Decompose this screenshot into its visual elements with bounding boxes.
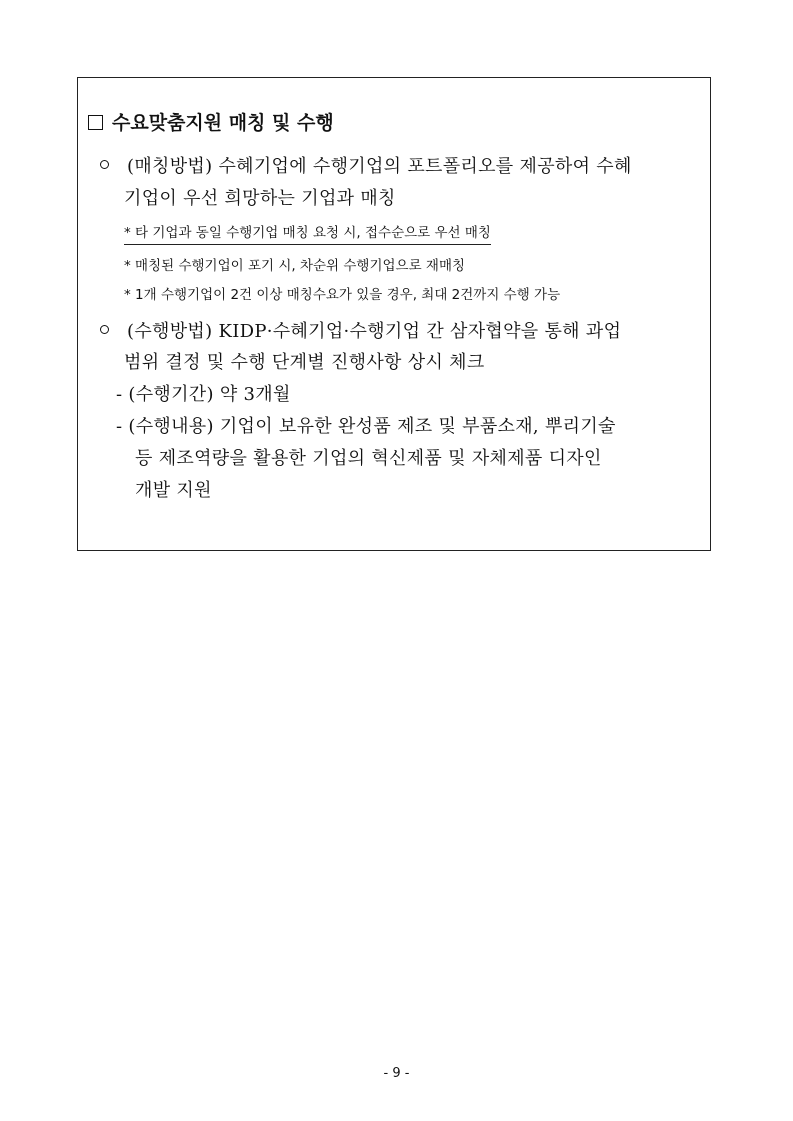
circle-bullet-icon — [100, 160, 109, 169]
matching-note-2: * 매칭된 수행기업이 포기 시, 차순위 수행기업으로 재매칭 — [124, 258, 466, 274]
matching-line2: 기업이 우선 희망하는 기업과 매칭 — [124, 188, 396, 209]
execution-content-line2: 등 제조역량을 활용한 기업의 혁신제품 및 자체제품 디자인 — [135, 448, 602, 469]
circle-bullet-icon — [100, 325, 109, 334]
execution-line1: (수행방법) KIDP·수혜기업·수행기업 간 삼자협약을 통해 과업 — [127, 321, 622, 342]
matching-note-3: * 1개 수행기업이 2건 이상 매칭수요가 있을 경우, 최대 2건까지 수행 가능 — [124, 287, 561, 303]
matching-note-1 — [124, 221, 491, 241]
section-title: 수요맞춤지원 매칭 및 수행 — [112, 112, 334, 134]
matching-note-1-text: * 타 기업과 동일 수행기업 매칭 요청 시, 접수순으로 우선 매칭 — [124, 225, 491, 245]
matching-item — [100, 152, 632, 178]
execution-content-line1: - (수행내용) 기업이 보유한 완성품 제조 및 부품소재, 뿌리기술 — [116, 416, 616, 437]
execution-item — [100, 317, 621, 343]
section-heading — [88, 108, 334, 135]
execution-line2: 범위 결정 및 수행 단계별 진행사항 상시 체크 — [124, 352, 485, 373]
checkbox-square-icon — [88, 115, 103, 130]
execution-content-line3: 개발 지원 — [135, 480, 212, 501]
execution-period: - (수행기간) 약 3개월 — [116, 384, 291, 405]
matching-line1: (매칭방법) 수혜기업에 수행기업의 포트폴리오를 제공하여 수혜 — [127, 156, 632, 177]
page-number: - 9 - — [383, 1066, 410, 1081]
